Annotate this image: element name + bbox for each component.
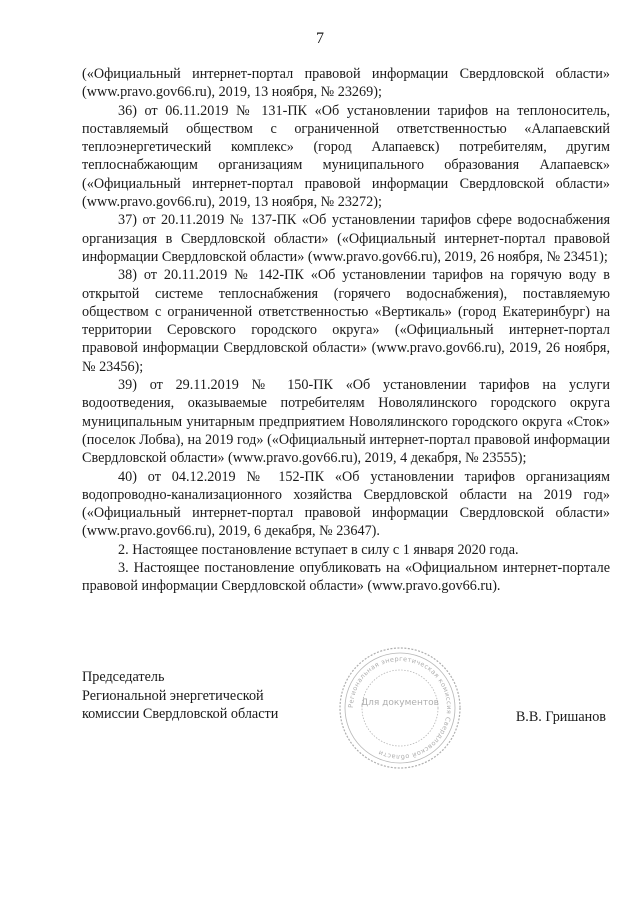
signature-block <box>82 654 610 762</box>
stamp-ring-text: Региональная энергетическая комиссия Свердловской области <box>346 654 454 762</box>
list-item-40: 40) от 04.12.2019 № 152-ПК «Об установлении тарифов организациям водопроводно-канализационного хозяйства Свердловской области на 2019 год» («Официальный интернет-портал правовой информации Свердловской области» (www.pravo.gov66.ru), 2019, 6 декабря, № 23647). <box>82 468 610 540</box>
list-item-36: 36) от 06.11.2019 № 131-ПК «Об установлении тарифов на теплоноситель, поставляемый обществом с ограниченной ответственностью «Алапаевский теплоэнергетический комплекс» (город Алапаевск) потребителям, другим теплоснабжающим организациям муниципального образования Алапаевск» («Официальный интернет-портал правовой информации Свердловской области» (www.pravo.gov66.ru), 2019, 13 ноября, № 23272); <box>82 102 610 211</box>
svg-text:Региональная энергетическая ко <box>347 655 453 761</box>
signer-title <box>82 668 278 724</box>
list-item-39: 39) от 29.11.2019 № 150-ПК «Об установлении тарифов на услуги водоотведения, оказываемые потребителям Новолялинского городского округа муниципальным унитарным предприятием Новолялинского городского округа «Сток» (поселок Лобва), на 2019 год» («Официальный интернет-портал правовой информации Свердловской области» (www.pravo.gov66.ru), 2019, 4 декабря, № 23555); <box>82 377 610 467</box>
signer-title-line-1: Председатель <box>82 669 165 685</box>
official-seal-stamp <box>335 643 465 773</box>
document-body <box>82 65 610 596</box>
continuation-paragraph: («Официальный интернет-портал правовой информации Свердловской области» (www.pravo.gov66.ru), 2019, 13 ноября, № 23269); <box>82 66 610 101</box>
list-item-37: 37) от 20.11.2019 № 137-ПК «Об установлении тарифов сфере водоснабжения организация в Свердловской области» («Официальный интернет-портал правовой информации Свердловской области» (www.pravo.gov66.ru), 2019, 26 ноября, № 23451); <box>82 212 610 265</box>
page-number: 7 <box>316 30 324 47</box>
signer-title-line-2: Региональной энергетической <box>82 687 264 704</box>
list-item-38: 38) от 20.11.2019 № 142-ПК «Об установлении тарифов на горячую воду в открытой системе теплоснабжения (горячего водоснабжения), поставляемую обществом с ограниченной ответственностью «Вертикаль» (город Екатеринбург) на территории Серовского городского округа» («Официальный интернет-портал правовой информации Свердловской области» (www.pravo.gov66.ru), 2019, 26 ноября, № 23456); <box>82 267 610 375</box>
signer-title-line-3: комиссии Свердловской области <box>82 706 279 722</box>
clause-2: 2. Настоящее постановление вступает в силу с 1 января 2020 года. <box>118 541 519 558</box>
clause-3: 3. Настоящее постановление опубликовать на «Официальном интернет-портале правовой информации Свердловской области» (www.pravo.gov66.ru). <box>82 560 610 595</box>
signer-name: В.В. Гришанов <box>515 709 606 725</box>
stamp-center-text: Для документов <box>361 698 439 708</box>
